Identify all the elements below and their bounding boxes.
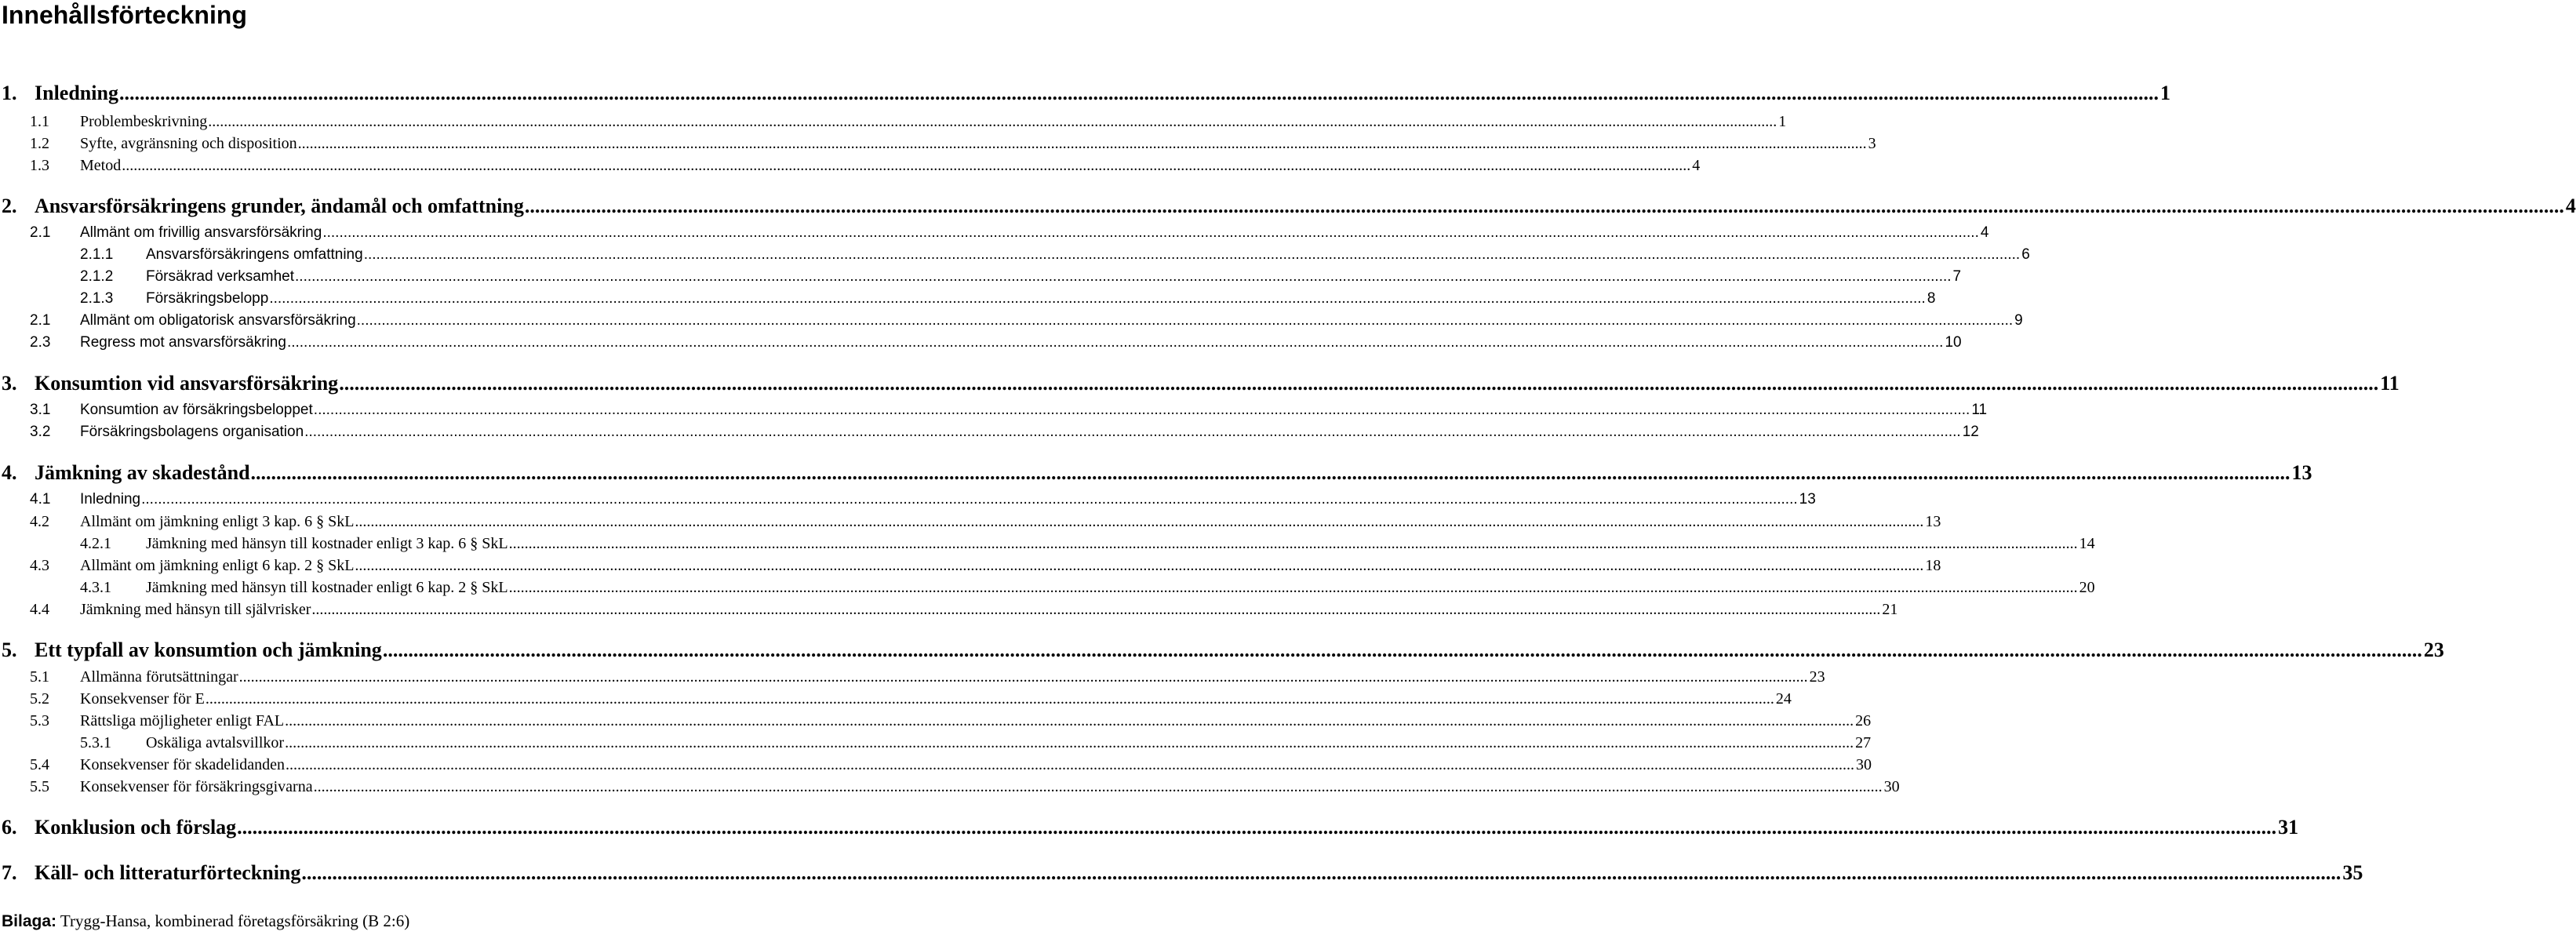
toc-entry-number: 2.1.3 bbox=[80, 290, 114, 307]
toc-entry-label: Allmänt om frivillig ansvarsförsäkring bbox=[80, 224, 322, 241]
toc-entry[interactable] bbox=[0, 461, 2312, 485]
toc-entry[interactable] bbox=[0, 419, 1979, 442]
toc-entry[interactable] bbox=[0, 773, 1900, 797]
toc-entry-page: 7 bbox=[1952, 268, 1962, 285]
toc-entry-page: 13 bbox=[1925, 513, 1941, 530]
toc-entry-number: 2.1.2 bbox=[80, 268, 114, 285]
toc-entry-page: 20 bbox=[2079, 579, 2095, 596]
toc-entry[interactable] bbox=[0, 307, 2023, 331]
toc-entry-number: 7. bbox=[2, 861, 17, 884]
toc-dot-leader: ................................................................................................................................................................................................................................................................................................................................................................................................................ bbox=[286, 334, 1944, 351]
toc-entry-label: Ett typfall av konsumtion och jämkning bbox=[35, 638, 382, 661]
toc-entry-label: Jämkning med hänsyn till självrisker bbox=[80, 601, 311, 618]
toc-entry-number: 5.3 bbox=[30, 712, 49, 729]
toc-entry[interactable] bbox=[0, 664, 1825, 687]
toc-entry-page: 35 bbox=[2342, 861, 2363, 884]
toc-dot-leader: ................................................................................................................................................................................................................................................................................................................................................................................................................ bbox=[295, 268, 1952, 285]
toc-entry-page: 6 bbox=[2021, 246, 2030, 263]
toc-entry-page: 1 bbox=[1778, 113, 1787, 130]
toc-entry-label: Konsumtion av försäkringsbeloppet bbox=[80, 402, 313, 418]
toc-dot-leader: ................................................................................................................................................................................................................................................................................................................................................................................................................ bbox=[382, 638, 2422, 661]
toc-dot-leader: ................................................................................................................................................................................................................................................................................................................................................................................................................ bbox=[339, 372, 2379, 395]
toc-entry-label: Konsekvenser för skadelidanden bbox=[80, 756, 286, 773]
toc-dot-leader: ................................................................................................................................................................................................................................................................................................................................................................................................................ bbox=[355, 557, 1924, 574]
appendix-text: Trygg-Hansa, kombinerad företagsförsäkring (B 2:6) bbox=[56, 911, 410, 930]
toc-entry-number: 4.4 bbox=[30, 601, 49, 618]
toc-dot-leader: ................................................................................................................................................................................................................................................................................................................................................................................................................ bbox=[122, 157, 1691, 174]
toc-dot-leader: ................................................................................................................................................................................................................................................................................................................................................................................................................ bbox=[311, 601, 1881, 618]
toc-dot-leader: ................................................................................................................................................................................................................................................................................................................................................................................................................ bbox=[355, 513, 1924, 530]
toc-entry[interactable] bbox=[0, 552, 1941, 576]
toc-entry-page: 23 bbox=[2423, 638, 2444, 661]
toc-entry-number: 4.2 bbox=[30, 513, 49, 530]
toc-entry[interactable] bbox=[0, 372, 2400, 395]
toc-entry-page: 4 bbox=[1692, 157, 1701, 174]
toc-entry[interactable] bbox=[0, 638, 2444, 662]
toc-entry-label: Inledning bbox=[80, 491, 141, 508]
toc-entry-page: 9 bbox=[2014, 312, 2023, 329]
toc-dot-leader: ................................................................................................................................................................................................................................................................................................................................................................................................................ bbox=[301, 861, 2341, 884]
toc-dot-leader: ................................................................................................................................................................................................................................................................................................................................................................................................................ bbox=[356, 312, 2014, 329]
toc-entry[interactable] bbox=[0, 574, 2095, 598]
toc-entry-number: 2.1 bbox=[30, 312, 51, 329]
toc-entry[interactable] bbox=[0, 530, 2095, 554]
toc-entry-number: 3.2 bbox=[30, 424, 51, 440]
toc-dot-leader: ................................................................................................................................................................................................................................................................................................................................................................................................................ bbox=[322, 224, 1979, 241]
toc-entry-page: 31 bbox=[2278, 816, 2299, 839]
toc-entry[interactable] bbox=[0, 751, 1872, 775]
toc-entry-number: 5.5 bbox=[30, 778, 49, 795]
toc-entry-label: Jämkning med hänsyn till kostnader enligt 6 kap. 2 § SkL bbox=[146, 579, 508, 596]
toc-entry-page: 4 bbox=[1980, 224, 1989, 241]
toc-entry-label: Ansvarsförsäkringens omfattning bbox=[146, 246, 363, 263]
toc-entry-page: 21 bbox=[1882, 601, 1898, 618]
toc-dot-leader: ................................................................................................................................................................................................................................................................................................................................................................................................................ bbox=[508, 535, 2078, 552]
toc-entry-number: 4.3 bbox=[30, 557, 49, 574]
toc-entry-label: Allmänt om jämkning enligt 3 kap. 6 § SkL bbox=[80, 513, 355, 530]
toc-entry-label: Regress mot ansvarsförsäkring bbox=[80, 334, 286, 351]
toc-entry[interactable] bbox=[0, 708, 1872, 731]
toc-entry-number: 2.1.1 bbox=[80, 246, 114, 263]
toc-dot-leader: ................................................................................................................................................................................................................................................................................................................................................................................................................ bbox=[238, 668, 1808, 686]
page-title: Innehållsförteckning bbox=[2, 1, 247, 29]
toc-entry-number: 3. bbox=[2, 372, 17, 395]
toc-entry-label: Konsekvenser för försäkringsgivarna bbox=[80, 778, 313, 795]
toc-entry-page: 8 bbox=[1927, 290, 1936, 307]
toc-entry-page: 27 bbox=[1855, 734, 1872, 751]
toc-entry-label: Försäkrad verksamhet bbox=[146, 268, 295, 285]
toc-entry-page: 30 bbox=[1883, 778, 1900, 795]
toc-entry-number: 5.2 bbox=[30, 690, 49, 708]
toc-entry-label: Allmänt om obligatorisk ansvarsförsäkring bbox=[80, 312, 356, 329]
toc-entry[interactable] bbox=[0, 220, 1989, 243]
toc-entry-number: 5.1 bbox=[30, 668, 49, 686]
toc-entry-number: 3.1 bbox=[30, 402, 51, 418]
toc-dot-leader: ................................................................................................................................................................................................................................................................................................................................................................................................................ bbox=[118, 82, 2159, 104]
toc-entry[interactable] bbox=[0, 686, 1792, 709]
toc-entry-label: Ansvarsförsäkringens grunder, ändamål och omfattning bbox=[35, 195, 524, 217]
toc-entry[interactable] bbox=[0, 397, 1988, 420]
toc-entry-page: 12 bbox=[1962, 424, 1979, 440]
toc-dot-leader: ................................................................................................................................................................................................................................................................................................................................................................................................................ bbox=[508, 579, 2078, 596]
toc-dot-leader: ................................................................................................................................................................................................................................................................................................................................................................................................................ bbox=[208, 113, 1777, 130]
toc-entry-label: Oskäliga avtalsvillkor bbox=[146, 734, 285, 751]
toc-entry-label: Konsumtion vid ansvarsförsäkring bbox=[35, 372, 339, 395]
toc-entry-number: 2.3 bbox=[30, 334, 51, 351]
toc-dot-leader: ................................................................................................................................................................................................................................................................................................................................................................................................................ bbox=[524, 195, 2564, 217]
toc-entry[interactable] bbox=[0, 329, 1962, 353]
appendix-note bbox=[2, 910, 409, 933]
toc-entry[interactable] bbox=[0, 130, 1876, 154]
toc-entry[interactable] bbox=[0, 286, 1936, 309]
toc-dot-leader: ................................................................................................................................................................................................................................................................................................................................................................................................................ bbox=[269, 290, 1926, 307]
toc-dot-leader: ................................................................................................................................................................................................................................................................................................................................................................................................................ bbox=[237, 816, 2277, 839]
toc-entry[interactable] bbox=[0, 486, 1816, 510]
toc-entry-page: 24 bbox=[1775, 690, 1792, 708]
toc-entry-page: 26 bbox=[1855, 712, 1872, 729]
toc-entry-page: 13 bbox=[1799, 491, 1816, 508]
toc-entry[interactable] bbox=[0, 264, 1962, 287]
toc-entry-label: Jämkning med hänsyn till kostnader enligt 3 kap. 6 § SkL bbox=[146, 535, 508, 552]
toc-entry[interactable] bbox=[0, 508, 1941, 532]
toc-entry-page: 10 bbox=[1945, 334, 1962, 351]
toc-entry-page: 30 bbox=[1856, 756, 1872, 773]
toc-entry-number: 4.1 bbox=[30, 491, 51, 508]
toc-entry-label: Allmänna förutsättningar bbox=[80, 668, 238, 686]
toc-entry-label: Jämkning av skadestånd bbox=[35, 461, 250, 484]
appendix-label: Bilaga: bbox=[2, 912, 57, 930]
toc-entry-page: 23 bbox=[1809, 668, 1825, 686]
toc-entry-label: Rättsliga möjligheter enligt FAL bbox=[80, 712, 285, 729]
toc-dot-leader: ................................................................................................................................................................................................................................................................................................................................................................................................................ bbox=[285, 712, 1854, 729]
toc-entry-label: Syfte, avgränsning och disposition bbox=[80, 135, 297, 152]
toc-entry-label: Problembeskrivning bbox=[80, 113, 208, 130]
toc-entry-number: 4. bbox=[2, 461, 17, 484]
toc-entry-number: 2. bbox=[2, 195, 17, 217]
toc-entry-page: 3 bbox=[1868, 135, 1876, 152]
toc-dot-leader: ................................................................................................................................................................................................................................................................................................................................................................................................................ bbox=[313, 778, 1883, 795]
toc-entry[interactable] bbox=[0, 195, 2576, 218]
toc-entry[interactable] bbox=[0, 596, 1898, 620]
toc-dot-leader: ................................................................................................................................................................................................................................................................................................................................................................................................................ bbox=[304, 424, 1961, 440]
toc-entry-page: 4 bbox=[2565, 195, 2576, 217]
toc-entry-label: Allmänt om jämkning enligt 6 kap. 2 § SkL bbox=[80, 557, 355, 574]
toc-entry-number: 1. bbox=[2, 82, 17, 104]
toc-entry[interactable] bbox=[0, 108, 1787, 132]
toc-dot-leader: ................................................................................................................................................................................................................................................................................................................................................................................................................ bbox=[297, 135, 1867, 152]
toc-entry[interactable] bbox=[0, 816, 2299, 839]
toc-entry-number: 4.2.1 bbox=[80, 535, 111, 552]
toc-entry-label: Konklusion och förslag bbox=[35, 816, 237, 839]
toc-entry[interactable] bbox=[0, 861, 2363, 885]
toc-entry[interactable] bbox=[0, 82, 2170, 105]
toc-entry-label: Käll- och litteraturförteckning bbox=[35, 861, 301, 884]
toc-entry-page: 11 bbox=[2380, 372, 2400, 395]
toc-entry-label: Metod bbox=[80, 157, 122, 174]
toc-entry-page: 14 bbox=[2079, 535, 2095, 552]
toc-entry-number: 6. bbox=[2, 816, 17, 839]
toc-entry-page: 11 bbox=[1971, 402, 1988, 418]
toc-entry-number: 5.3.1 bbox=[80, 734, 111, 751]
toc-dot-leader: ................................................................................................................................................................................................................................................................................................................................................................................................................ bbox=[250, 461, 2290, 484]
toc-entry-page: 1 bbox=[2159, 82, 2170, 104]
toc-dot-leader: ................................................................................................................................................................................................................................................................................................................................................................................................................ bbox=[286, 756, 1855, 773]
toc-entry[interactable] bbox=[0, 152, 1701, 176]
toc-entry-number: 1.2 bbox=[30, 135, 49, 152]
toc-entry-number: 4.3.1 bbox=[80, 579, 111, 596]
toc-entry-page: 18 bbox=[1925, 557, 1941, 574]
toc-entry-page: 13 bbox=[2291, 461, 2312, 484]
toc-dot-leader: ................................................................................................................................................................................................................................................................................................................................................................................................................ bbox=[141, 491, 1798, 508]
toc-entry[interactable] bbox=[0, 242, 2030, 265]
toc-entry-label: Konsekvenser för E bbox=[80, 690, 205, 708]
toc-entry-number: 1.3 bbox=[30, 157, 49, 174]
toc-entry-number: 5.4 bbox=[30, 756, 49, 773]
toc-dot-leader: ................................................................................................................................................................................................................................................................................................................................................................................................................ bbox=[313, 402, 1970, 418]
toc-entry-number: 2.1 bbox=[30, 224, 51, 241]
toc-entry-number: 1.1 bbox=[30, 113, 49, 130]
toc-dot-leader: ................................................................................................................................................................................................................................................................................................................................................................................................................ bbox=[205, 690, 1774, 708]
toc-entry[interactable] bbox=[0, 729, 1872, 753]
toc-entry-label: Inledning bbox=[35, 82, 118, 104]
toc-entry-label: Försäkringsbolagens organisation bbox=[80, 424, 304, 440]
toc-dot-leader: ................................................................................................................................................................................................................................................................................................................................................................................................................ bbox=[285, 734, 1854, 751]
toc-dot-leader: ................................................................................................................................................................................................................................................................................................................................................................................................................ bbox=[363, 246, 2021, 263]
toc-entry-label: Försäkringsbelopp bbox=[146, 290, 269, 307]
toc-entry-number: 5. bbox=[2, 638, 17, 661]
